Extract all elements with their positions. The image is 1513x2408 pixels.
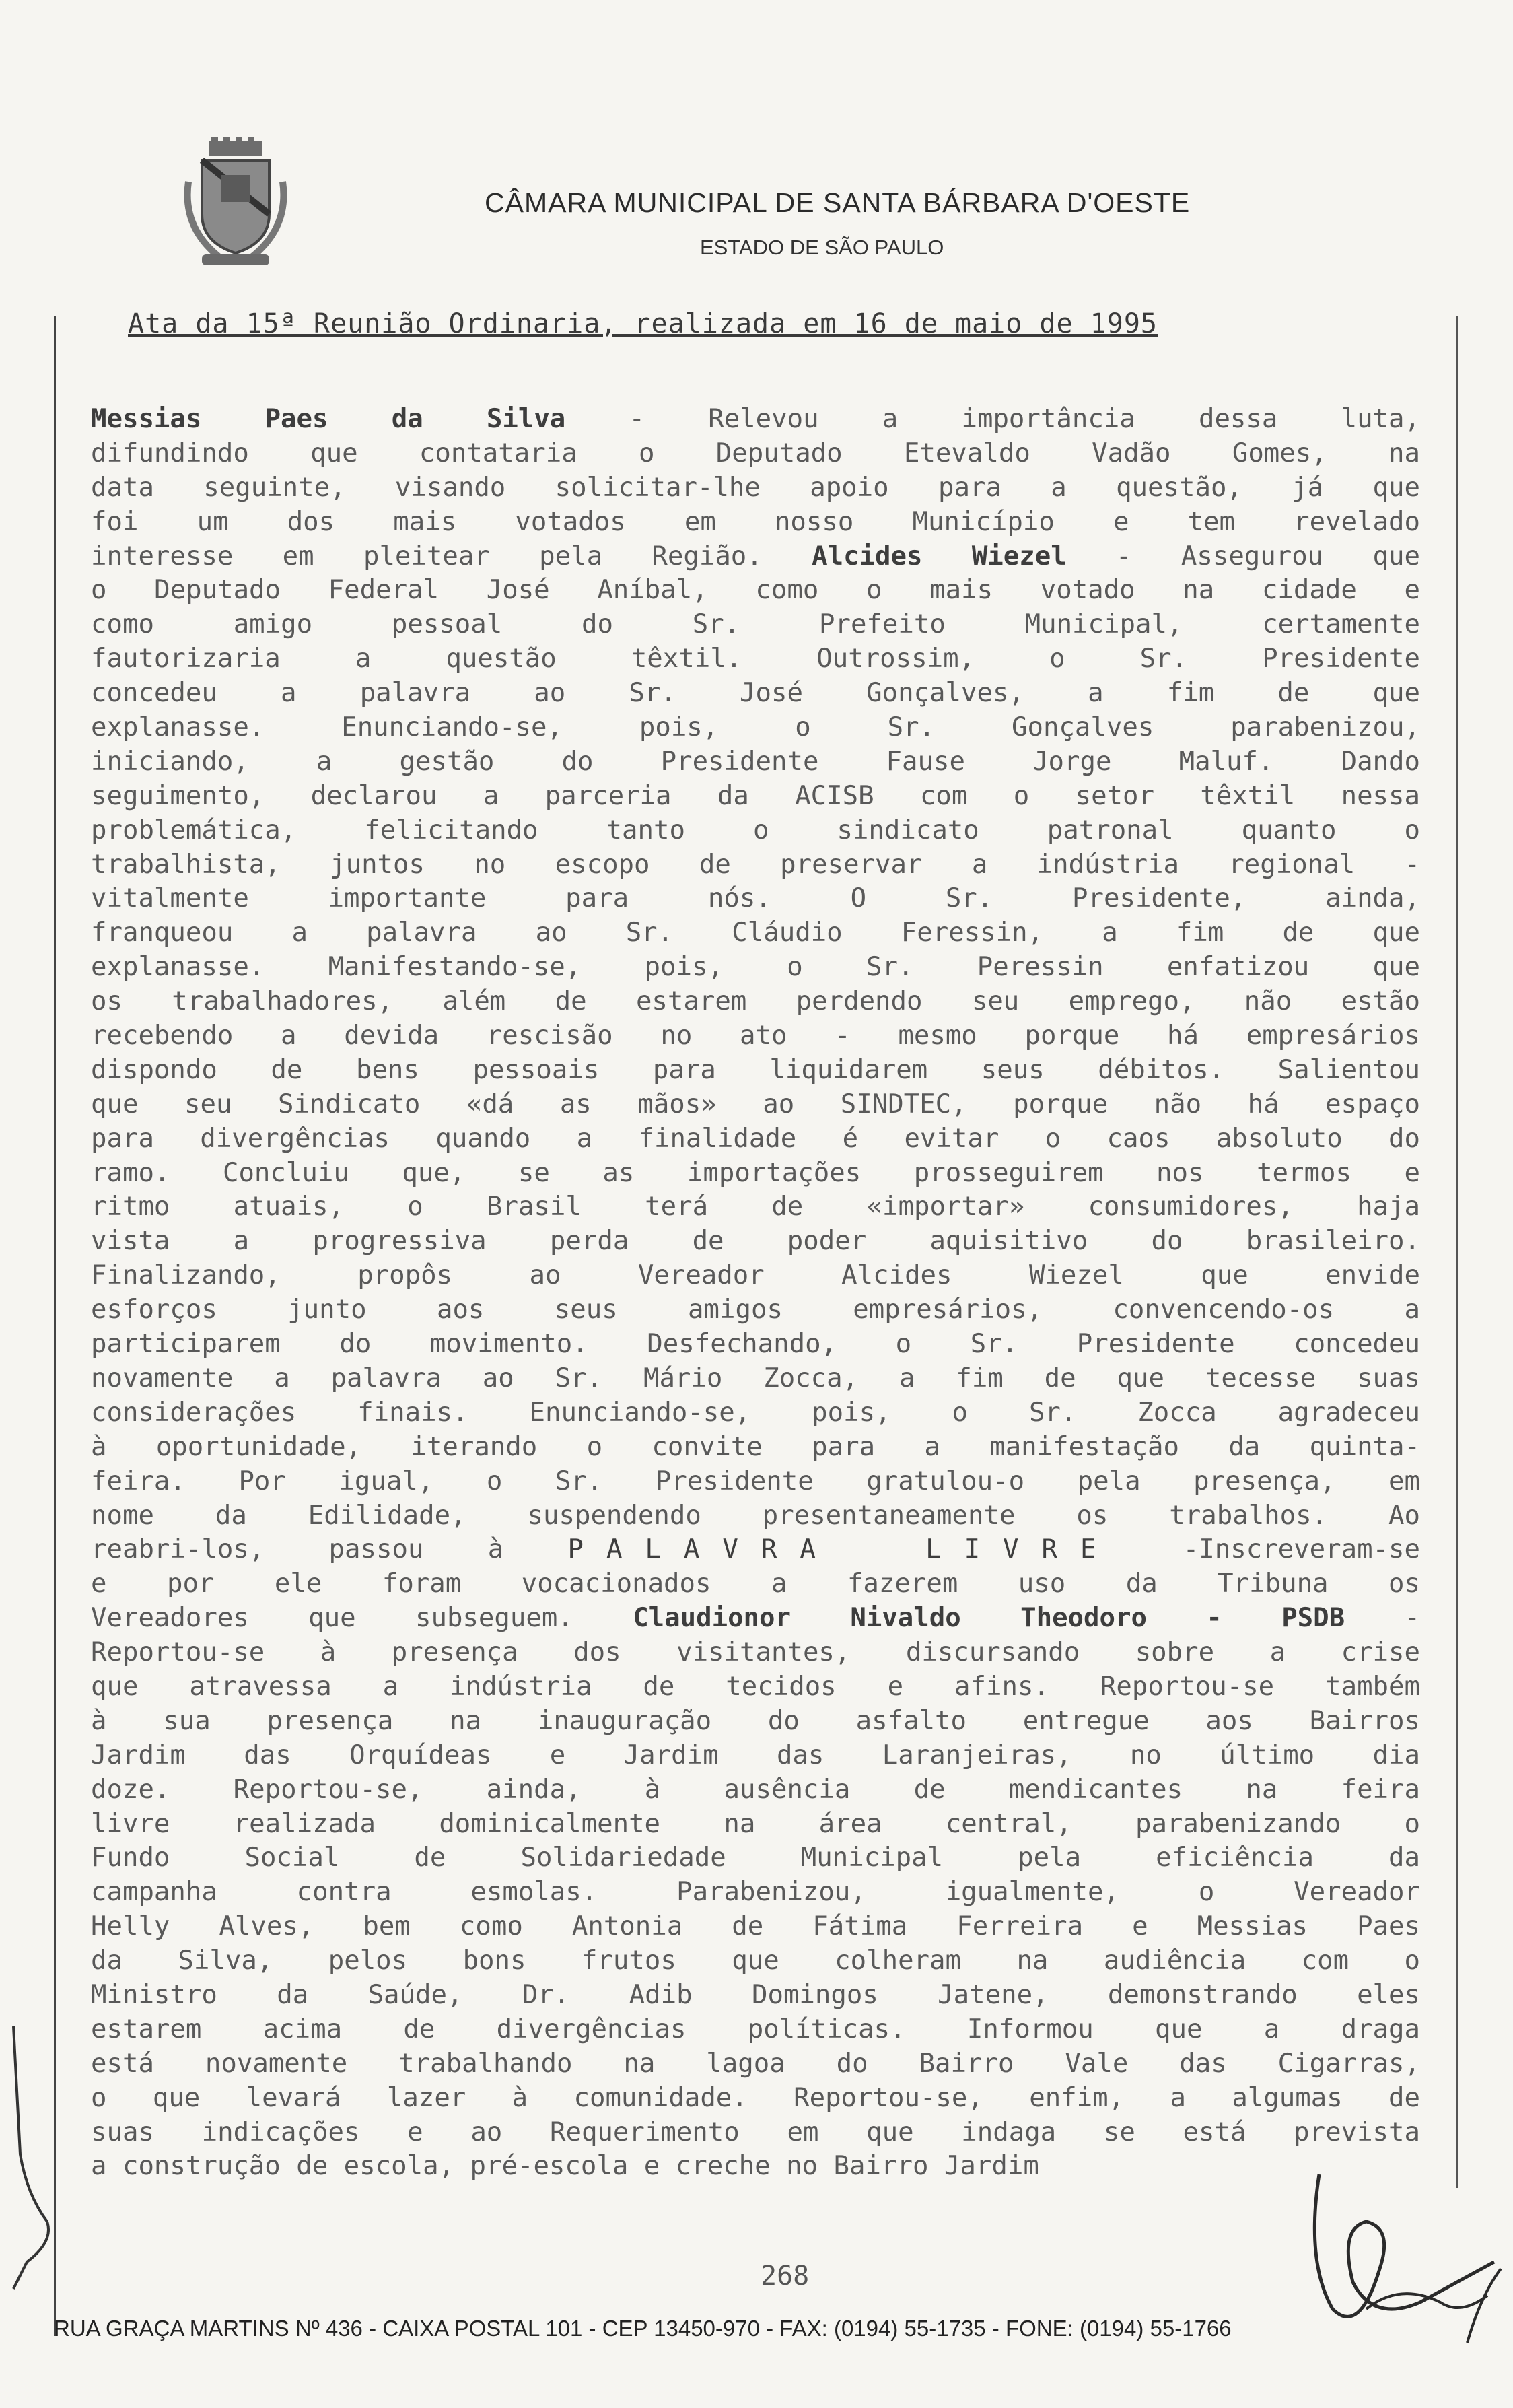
text-segment: feira. Por igual, o Sr. Presidente gratulou-o pela presença, em: [91, 1466, 1420, 1497]
text-line: [91, 1705, 1420, 1739]
text-line: [91, 1739, 1420, 1773]
speaker-name: Claudionor Nivaldo Theodoro - PSDB: [633, 1603, 1345, 1634]
text-line: [91, 780, 1420, 814]
page-number: 268: [761, 2261, 810, 2292]
text-segment: seguimento, declarou a parceria da ACISB com o setor têxtil nessa: [91, 780, 1420, 811]
text-segment: esforços junto aos seus amigos empresários, convencendo-os a: [91, 1295, 1420, 1326]
text-line: [91, 1670, 1420, 1705]
text-segment: ritmo atuais, o Brasil terá de «importar» consumidores, haja: [91, 1192, 1420, 1223]
text-line: [91, 1841, 1420, 1876]
text-line: [91, 2149, 1420, 2184]
text-segment: nome da Edilidade, suspendendo presentaneamente os trabalhos. Ao: [91, 1500, 1420, 1531]
text-segment: franqueou a palavra ao Sr. Cláudio Feressin, a fim de que: [91, 918, 1420, 949]
speaker-name: Alcides Wiezel: [812, 541, 1067, 572]
text-segment: Ministro da Saúde, Dr. Adib Domingos Jatene, demonstrando eles: [91, 1979, 1420, 2010]
text-segment: interesse em pleitear pela Região.: [91, 541, 812, 572]
coat-of-arms-icon: [182, 135, 289, 269]
text-line: [91, 1533, 1420, 1567]
text-line: [91, 1362, 1420, 1396]
text-line: [91, 1293, 1420, 1328]
text-segment: estarem acima de divergências políticas. Informou que a draga: [91, 2014, 1420, 2044]
text-line: [91, 2013, 1420, 2047]
text-line: [91, 1773, 1420, 1808]
text-line: [91, 985, 1420, 1019]
text-segment: Reportou-se à presença dos visitantes, discursando sobre a crise: [91, 1637, 1420, 1668]
margin-signature-mark: [0, 2020, 61, 2302]
text-line: [91, 1088, 1420, 1122]
text-line: [91, 642, 1420, 677]
text-segment: difundindo que contataria o Deputado Etevaldo Vadão Gomes, na: [91, 438, 1420, 469]
text-segment: para divergências quando a finalidade é evitar o caos absoluto do: [91, 1123, 1420, 1154]
text-line: [91, 1396, 1420, 1431]
text-segment: os trabalhadores, além de estarem perdendo seu emprego, não estão: [91, 986, 1420, 1017]
text-line: [91, 471, 1420, 506]
footer-address: RUA GRAÇA MARTINS Nº 436 - CAIXA POSTAL 101 - CEP 13450-970 - FAX: (0194) 55-1735 - FONE: (0194) 55-1766: [54, 2316, 1232, 2341]
text-segment: trabalhista, juntos no escopo de preservar a indústria regional -: [91, 849, 1420, 880]
text-segment: novamente a palavra ao Sr. Mário Zocca, a fim de que tecesse suas: [91, 1363, 1420, 1394]
text-segment: e por ele foram vocacionados a fazerem uso da Tribuna os: [91, 1569, 1420, 1599]
text-segment: suas indicações e ao Requerimento em que indaga se está prevista: [91, 2117, 1420, 2147]
text-line: [91, 1019, 1420, 1054]
text-segment: explanasse. Enunciando-se, pois, o Sr. Gonçalves parabenizou,: [91, 712, 1420, 743]
text-segment: Vereadores que subseguem.: [91, 1603, 633, 1634]
text-line: [91, 677, 1420, 711]
text-segment: problemática, felicitando tanto o sindicato patronal quanto o: [91, 815, 1420, 846]
text-line: [91, 403, 1420, 437]
text-line: [91, 1567, 1420, 1602]
text-segment: que seu Sindicato «dá as mãos» ao SINDTEC, porque não há espaço: [91, 1089, 1420, 1120]
text-segment: vitalmente importante para nós. O Sr. Presidente, ainda,: [91, 883, 1420, 914]
text-segment: -Inscreveram-se: [1119, 1534, 1420, 1565]
text-line: [91, 437, 1420, 471]
text-segment: considerações finais. Enunciando-se, pois, o Sr. Zocca agradeceu: [91, 1397, 1420, 1428]
text-line: [91, 1157, 1420, 1191]
text-segment: livre realizada dominicalmente na área central, parabenizando o: [91, 1808, 1420, 1839]
institution-state: ESTADO DE SÃO PAULO: [700, 236, 944, 259]
text-line: [91, 882, 1420, 916]
text-line: [91, 916, 1420, 951]
text-line: [91, 1190, 1420, 1225]
text-segment: concedeu a palavra ao Sr. José Gonçalves, a fim de que: [91, 678, 1420, 709]
text-segment: que atravessa a indústria de tecidos e afins. Reportou-se também: [91, 1671, 1420, 1702]
text-line: [91, 1876, 1420, 1910]
text-line: [91, 608, 1420, 642]
text-line: [91, 1979, 1420, 2013]
minutes-body: [91, 403, 1420, 2184]
speaker-name: Messias Paes da Silva: [91, 404, 566, 434]
text-segment: o Deputado Federal José Aníbal, como o mais votado na cidade e: [91, 575, 1420, 606]
text-segment: - Relevou a importância dessa luta,: [565, 404, 1420, 434]
text-line: [91, 1054, 1420, 1088]
text-segment: explanasse. Manifestando-se, pois, o Sr. Peressin enfatizou que: [91, 952, 1420, 983]
text-line: [91, 951, 1420, 985]
text-line: [91, 1910, 1420, 1944]
text-line: [91, 1259, 1420, 1293]
text-segment: -: [1345, 1603, 1420, 1634]
text-segment: campanha contra esmolas. Parabenizou, igualmente, o Vereador: [91, 1877, 1420, 1908]
text-segment: recebendo a devida rescisão no ato - mesmo porque há empresários: [91, 1021, 1420, 1052]
text-segment: da Silva, pelos bons frutos que colheram na audiência com o: [91, 1946, 1420, 1976]
right-margin-rule: [1456, 316, 1458, 2188]
text-line: [91, 1602, 1420, 1636]
text-segment: fautorizaria a questão têxtil. Outrossim, o Sr. Presidente: [91, 644, 1420, 675]
text-segment: dispondo de bens pessoais para liquidarem seus débitos. Salientou: [91, 1054, 1420, 1085]
text-segment: Jardim das Orquídeas e Jardim das Laranjeiras, no último dia: [91, 1740, 1420, 1770]
text-line: [91, 1122, 1420, 1157]
text-segment: data seguinte, visando solicitar-lhe apoio para a questão, já que: [91, 472, 1420, 503]
text-segment: iniciando, a gestão do Presidente Fause Jorge Maluf. Dando: [91, 746, 1420, 777]
section-heading: PALAVRA LIVRE: [567, 1534, 1119, 1565]
text-segment: participarem do movimento. Desfechando, o Sr. Presidente concedeu: [91, 1329, 1420, 1360]
text-line: [91, 1465, 1420, 1499]
text-segment: à sua presença na inauguração do asfalto entregue aos Bairros: [91, 1705, 1420, 1736]
text-segment: - Assegurou que: [1066, 541, 1420, 572]
institution-name: CÂMARA MUNICIPAL DE SANTA BÁRBARA D'OESTE: [485, 187, 1191, 218]
text-line: [91, 1431, 1420, 1465]
text-segment: Fundo Social de Solidariedade Municipal pela eficiência da: [91, 1843, 1420, 1873]
handwritten-signature: [1265, 2147, 1508, 2349]
text-segment: Finalizando, propôs ao Vereador Alcides Wiezel que envide: [91, 1260, 1420, 1291]
text-line: [91, 1225, 1420, 1259]
text-line: [91, 745, 1420, 780]
text-segment: o que levará lazer à comunidade. Reportou-se, enfim, a algumas de: [91, 2082, 1420, 2113]
text-line: [91, 2082, 1420, 2116]
text-line: [91, 1499, 1420, 1534]
text-segment: foi um dos mais votados em nosso Município e tem revelado: [91, 506, 1420, 537]
text-segment: a construção de escola, pré-escola e creche no Bairro Jardim: [91, 2151, 1039, 2182]
text-segment: reabri-los, passou à: [91, 1534, 568, 1565]
text-segment: doze. Reportou-se, ainda, à ausência de mendicantes na feira: [91, 1774, 1420, 1805]
text-line: [91, 711, 1420, 745]
text-line: [91, 540, 1420, 574]
text-line: [91, 2116, 1420, 2150]
text-line: [91, 848, 1420, 883]
text-segment: vista a progressiva perda de poder aquisitivo do brasileiro.: [91, 1226, 1420, 1257]
text-line: [91, 1944, 1420, 1979]
text-line: [91, 1636, 1420, 1670]
text-line: [91, 1328, 1420, 1362]
text-line: [91, 2047, 1420, 2082]
text-segment: Helly Alves, bem como Antonia de Fátima Ferreira e Messias Paes: [91, 1911, 1420, 1942]
text-segment: como amigo pessoal do Sr. Prefeito Municipal, certamente: [91, 609, 1420, 640]
text-line: [91, 814, 1420, 848]
text-segment: ramo. Concluiu que, se as importações prosseguirem nos termos e: [91, 1157, 1420, 1188]
text-line: [91, 574, 1420, 608]
minutes-title: Ata da 15ª Reunião Ordinaria, realizada em 16 de maio de 1995: [128, 308, 1158, 339]
text-line: [91, 1808, 1420, 1842]
text-line: [91, 506, 1420, 540]
text-segment: à oportunidade, iterando o convite para a manifestação da quinta-: [91, 1431, 1420, 1462]
text-segment: está novamente trabalhando na lagoa do Bairro Vale das Cigarras,: [91, 2048, 1420, 2079]
